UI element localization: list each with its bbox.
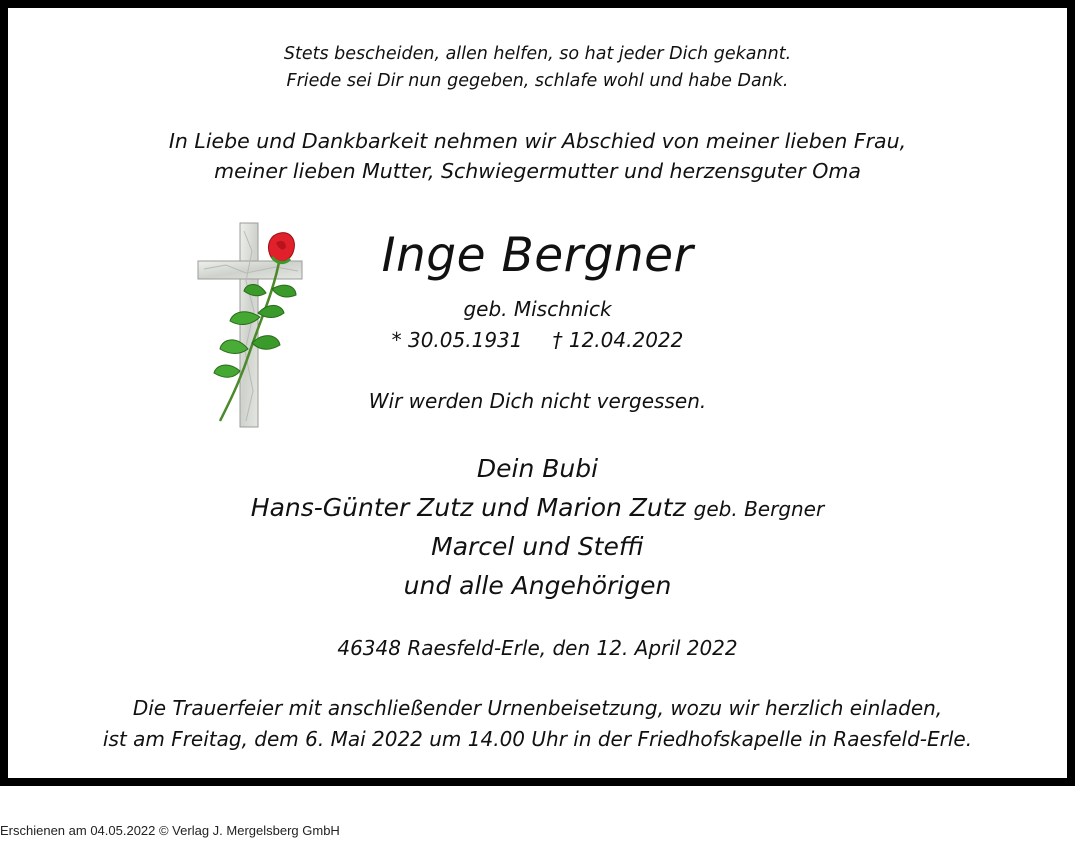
mourner-line-2 (8, 493, 1067, 522)
place-and-date: 46348 Raesfeld-Erle, den 12. April 2022 (337, 636, 738, 660)
intro-line-1: In Liebe und Dankbarkeit nehmen wir Abschied von meiner lieben Frau, (168, 129, 907, 153)
birth-date: * 30.05.1931 (391, 328, 523, 352)
funeral-info-line-2: ist am Freitag, dem 6. Mai 2022 um 14.00 Uhr in der Friedhofskapelle in Raesfeld-Erle. (102, 727, 973, 751)
mourner-line-4: und alle Angehörigen (403, 571, 672, 600)
mourner-names: Hans-Günter Zutz und Marion Zutz (250, 493, 686, 522)
mourner-line-3: Marcel und Steffi (431, 532, 644, 561)
life-dates (8, 328, 1067, 352)
verse-line-2: Friede sei Dir nun gegeben, schlafe wohl und habe Dank. (286, 71, 789, 91)
death-date: † 12.04.2022 (552, 328, 684, 352)
mourner-line-1: Dein Bubi (476, 454, 599, 483)
motto-line: Wir werden Dich nicht vergessen. (368, 389, 707, 413)
maiden-name: geb. Mischnick (463, 297, 612, 321)
verse-line-1: Stets bescheiden, allen helfen, so hat jeder Dich gekannt. (283, 44, 792, 64)
funeral-info-line-1: Die Trauerfeier mit anschließender Urnenbeisetzung, wozu wir herzlich einladen, (132, 696, 943, 720)
mourner-maiden-name: geb. Bergner (693, 497, 825, 521)
intro-line-2: meiner lieben Mutter, Schwiegermutter und herzensguter Oma (214, 159, 861, 183)
deceased-name: Inge Bergner (381, 228, 694, 283)
publication-footer: Erschienen am 04.05.2022 © Verlag J. Mergelsberg GmbH (0, 823, 340, 838)
